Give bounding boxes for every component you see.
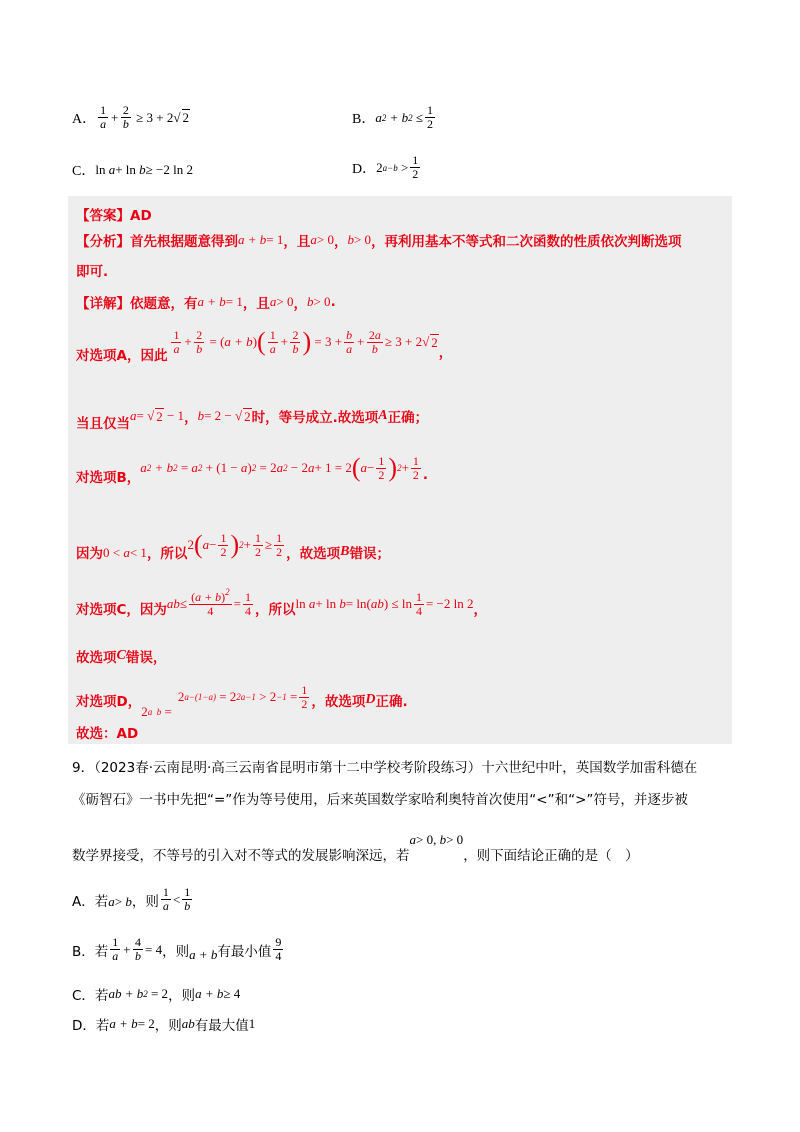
analysis-text: 对选项B， xyxy=(76,470,141,486)
question-9-line-3 xyxy=(72,828,639,864)
math-formula: 0 < a < 1 xyxy=(103,545,147,560)
detail-text: ， xyxy=(293,296,307,312)
option-label: C． xyxy=(72,988,95,1004)
question-9-option-d xyxy=(72,1014,255,1034)
option-d-prev xyxy=(352,154,422,181)
answer-text: 【答案】AD xyxy=(76,208,152,224)
option-b-prev xyxy=(352,104,437,131)
option-c-analysis xyxy=(76,586,487,618)
math-formula: a 2 + b 2 ≤ $\frac{1}{2}$ xyxy=(375,103,434,131)
option-label: B． xyxy=(72,943,95,960)
option-c-prev xyxy=(72,160,193,180)
analysis-line xyxy=(76,230,682,250)
option-label: A． xyxy=(72,111,97,127)
math-formula: a = √ 2 − 1 xyxy=(130,408,185,424)
analysis-text: ，所以 xyxy=(146,546,188,562)
analysis-text: 对选项A，因此 xyxy=(76,348,168,364)
math-formula: ab ≤ $\frac{(a + b)^2}{4}$ = $\frac{1}{4}$ xyxy=(166,586,252,618)
question-text: 若 xyxy=(94,988,109,1004)
analysis-text: 正确. xyxy=(375,694,408,710)
option-a-prev xyxy=(72,104,190,131)
analysis-text: 当且仅当 xyxy=(76,416,130,432)
detail-text: ，且 xyxy=(242,296,270,312)
analysis-text: 故选：AD xyxy=(76,726,139,742)
because-line xyxy=(76,528,390,562)
math-formula: ln a + ln b = ln( ab ) ≤ ln $\frac{1}{4}$ = −2 ln 2 xyxy=(295,589,474,618)
analysis-text: 正确； xyxy=(387,410,429,426)
math-formula: $\frac{1}{a}$ + $\frac{2}{b}$ = ( a + b ) ( $\frac{1}{a}$ + $\frac{2}{b}$ ) = 3 + $\frac{b}{a}$ + $\frac{2a}{b}$ ≥ 3 + 2√ 2 xyxy=(173,327,438,356)
analysis-text: 对选项C，因为 xyxy=(76,602,167,618)
math-formula: b > 0 xyxy=(306,294,331,309)
question-9-option-b xyxy=(72,936,285,963)
question-text: 有最大值 xyxy=(194,1018,249,1034)
math-formula: $\frac{9}{4}$ xyxy=(275,935,282,963)
math-formula: $\frac{1}{a}$ < $\frac{1}{b}$ xyxy=(162,885,191,913)
math-formula: b = 2 − √ 2 xyxy=(197,408,251,424)
math-formula: 2 a b = xyxy=(141,704,172,719)
analysis-text: ，且 xyxy=(283,234,311,250)
analysis-text: C xyxy=(116,648,126,663)
analysis-text: A xyxy=(378,408,388,423)
analysis-text: 因为 xyxy=(76,546,103,562)
option-c-conclusion xyxy=(76,646,166,666)
question-text: ，则下面结论正确的是（ ） xyxy=(463,848,639,864)
analysis-text: 时，等号成立.故选项 xyxy=(251,410,379,426)
math-formula: a + b = 1 xyxy=(238,232,284,247)
math-formula: a + b ≥ 4 xyxy=(195,986,241,1001)
analysis-text: B xyxy=(340,544,350,559)
question-text: 9．（2023春·云南昆明·高三云南省昆明市第十二中学校考阶段练习）十六世纪中叶，英国数学加雷科德在 xyxy=(72,760,698,776)
question-text: ，则 xyxy=(162,943,190,960)
math-formula: a + b = 1 xyxy=(197,294,243,309)
math-formula: a 2 + b 2 = a 2 + (1 − a ) 2 = 2 a 2 − 2 a + 1 = 2 ( a − $\frac{1}{2}$ ) 2 + $\frac{1}{2}$ xyxy=(140,453,419,482)
math-formula: $\frac{1}{a}$ + $\frac{2}{b}$ ≥ 3 + 2 √ 2 xyxy=(100,103,190,131)
question-9-option-a xyxy=(72,886,194,913)
question-text: 《砺智石》一书中先把“=”作为等号使用，后来英国数学家哈利奥特首次使用“<”和“>”符号，并逐步被 xyxy=(72,792,688,808)
analysis-text: 即可. xyxy=(76,264,109,280)
question-text: 若 xyxy=(94,943,109,960)
detail-text: . xyxy=(330,294,336,310)
option-a-analysis: 对选项A，因此 $\frac{1}{a}$ + $\frac{2}{b}$ = ( a + b ) ( $\frac{1}{a}$ + $\frac{2}{b}$ ) = 3 + $\frac{b}{a}$ + $\frac{2a}{b}$ ≥ 3 + 2√ 2 ， xyxy=(76,327,453,364)
question-9-line-1 xyxy=(72,756,697,776)
analysis-text: ，故选项 xyxy=(311,694,366,710)
math-formula: ab xyxy=(181,1016,195,1031)
math-formula: $\frac{1}{a}$ + $\frac{4}{b}$ = 4 xyxy=(112,935,163,963)
detail-line xyxy=(76,292,336,312)
question-text: ，则 xyxy=(168,988,196,1004)
question-text: 有最小值 xyxy=(217,943,272,960)
analysis-text: ，再利用基本不等式和二次函数的性质依次判断选项 xyxy=(371,234,682,250)
answer-line xyxy=(76,204,152,224)
final-answer xyxy=(76,722,138,742)
question-text: ，则 xyxy=(131,893,159,910)
equality-line xyxy=(76,400,428,432)
option-label: C． xyxy=(72,164,96,179)
analysis-line-2 xyxy=(76,260,108,280)
max-value: 1 xyxy=(248,1016,256,1031)
option-d-analysis xyxy=(76,674,408,720)
option-label: B． xyxy=(352,111,376,127)
analysis-text: ， xyxy=(473,602,487,618)
option-b-analysis: 对选项B， a 2 + b 2 = a 2 + (1 − a ) 2 = 2 a 2 − 2 a + 1 = 2 ( a − $\frac{1}{2}$ ) 2 + $\frac{1}{2}$ . xyxy=(76,453,429,486)
math-formula: a + b xyxy=(189,946,218,962)
math-formula: a > 0 xyxy=(310,232,334,247)
math-formula: a > b xyxy=(108,893,132,909)
math-formula: a > 0, b > 0 xyxy=(409,832,464,847)
analysis-text: ， xyxy=(184,410,198,426)
question-text: ，则 xyxy=(154,1018,182,1034)
math-formula: ln a + ln b ≥ −2 ln 2 xyxy=(95,162,193,177)
analysis-text: 对选项D， xyxy=(76,694,142,710)
math-formula: a > 0 xyxy=(269,294,294,309)
analysis-text: ，所以 xyxy=(255,602,296,618)
math-formula: ab + b 2 = 2 xyxy=(108,986,169,1001)
option-label: D． xyxy=(72,1018,96,1034)
detail-text: 【详解】依题意，有 xyxy=(76,296,198,312)
analysis-text: 错误， xyxy=(125,650,167,666)
analysis-text: 错误； xyxy=(349,546,390,562)
question-text: 若 xyxy=(94,893,109,910)
math-formula: b > 0 xyxy=(347,232,372,247)
analysis-text: ，故选项 xyxy=(286,546,341,562)
question-9-option-c xyxy=(72,984,240,1004)
analysis-text: 【分析】首先根据题意得到 xyxy=(76,234,238,250)
option-label: D． xyxy=(352,161,377,177)
analysis-text: ， xyxy=(333,234,348,250)
analysis-text: D xyxy=(365,692,376,707)
math-formula: 2 a−(1−a) = 2 2a−1 > 2 −1 = $\frac{1}{2}$ xyxy=(177,682,308,711)
math-formula xyxy=(249,1016,256,1032)
question-text: 数学界接受，不等号的引入对不等式的发展影响深远，若 xyxy=(72,848,410,864)
math-formula: 2 a−b > $\frac{1}{2}$ xyxy=(376,153,419,181)
analysis-text: 故选项 xyxy=(76,650,117,666)
question-text: 若 xyxy=(95,1018,110,1034)
math-formula: 2 ( a − $\frac{1}{2}$ ) 2 + $\frac{1}{2}$ ≥ $\frac{1}{2}$ xyxy=(187,530,283,559)
option-label: A． xyxy=(72,893,95,910)
math-formula: a + b = 2 xyxy=(109,1016,155,1031)
question-9-line-2 xyxy=(72,788,688,808)
